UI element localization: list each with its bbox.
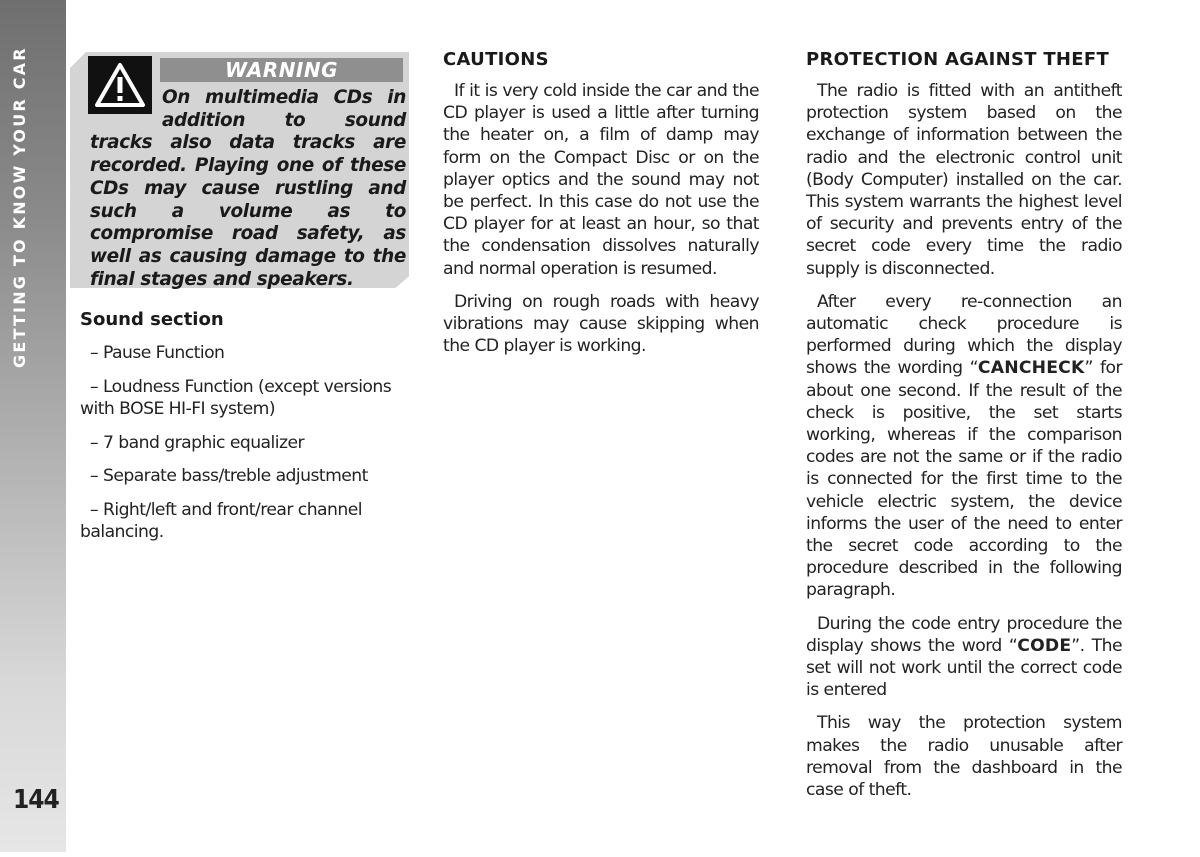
theft-p2-after: ” for about one second. If the result of the check is positive, the set starts working, whereas if the comparison codes are not the same or if the radio is connected for the first time to the vehicle electric system, the device informs the user of the need to enter the secret code according to the procedure described in the following paragraph. [806, 358, 1122, 601]
warning-icon-spacer [90, 87, 162, 131]
cautions-paragraph-2: Driving on rough roads with heavy vibrations may cause skipping when the CD player is working. [443, 291, 759, 357]
section-side-title: GETTING TO KNOW YOUR CAR [10, 46, 29, 368]
cautions-paragraph-1: If it is very cold inside the car and the CD player is used a little after turning the heater on, a film of damp may form on the Compact Disc or on the player optics and the sound may not be perfect. In this case do not use the CD player for at least an hour, so that the condensation dissolves naturally and normal operation is resumed. [443, 81, 759, 279]
warning-text [90, 87, 406, 291]
sound-item-pause: – Pause Function [90, 343, 225, 363]
sound-section-title: Sound section [80, 309, 224, 330]
cautions-title: CAUTIONS [443, 49, 549, 70]
cautions-section [443, 49, 759, 368]
sound-section [80, 309, 396, 555]
theft-section [806, 49, 1122, 812]
theft-paragraph-1: The radio is fitted with an antitheft protection system based on the exchange of information between the radio and the electronic control unit (Body Computer) installed on the car. This system warrants the highest level of security and prevents entry of the secret code every time the radio supply is disconnected. [806, 81, 1122, 279]
page-number: 144 [13, 785, 59, 815]
code-word: CODE [1017, 635, 1072, 656]
warning-body: On multimedia CDs in addition to sound tracks also data tracks are recorded. Playing one of these CDs may cause rustling and such a volume as to compromise road safety, as well as causing damage to the final stages and speakers. [90, 87, 406, 290]
sound-item-equalizer: – 7 band graphic equalizer [90, 432, 304, 453]
sound-item-balancing: – Right/left and front/rear channel balancing. [80, 500, 362, 543]
theft-paragraph-2 [806, 291, 1122, 602]
warning-box-corner [70, 52, 86, 68]
theft-p2-before: After every re-connection an automatic check procedure is performed during which the display shows the wording “ [806, 291, 1122, 379]
theft-p3-after: ”. The set will not work until the correct code is entered [806, 635, 1123, 701]
theft-p3-before: During the code entry procedure the display shows the word “ [806, 613, 1122, 656]
warning-heading: WARNING [160, 58, 403, 82]
sound-item-bass-treble: – Separate bass/treble adjustment [90, 466, 368, 487]
theft-paragraph-3 [806, 613, 1122, 702]
sound-item-loudness: – Loudness Function (except versions with BOSE HI-FI system) [80, 376, 392, 419]
theft-paragraph-4: This way the protection system makes the radio unusable after removal from the dashboard in the case of theft. [806, 713, 1122, 801]
theft-title: PROTECTION AGAINST THEFT [806, 49, 1110, 70]
cancheck-word: CANCHECK [977, 358, 1085, 379]
